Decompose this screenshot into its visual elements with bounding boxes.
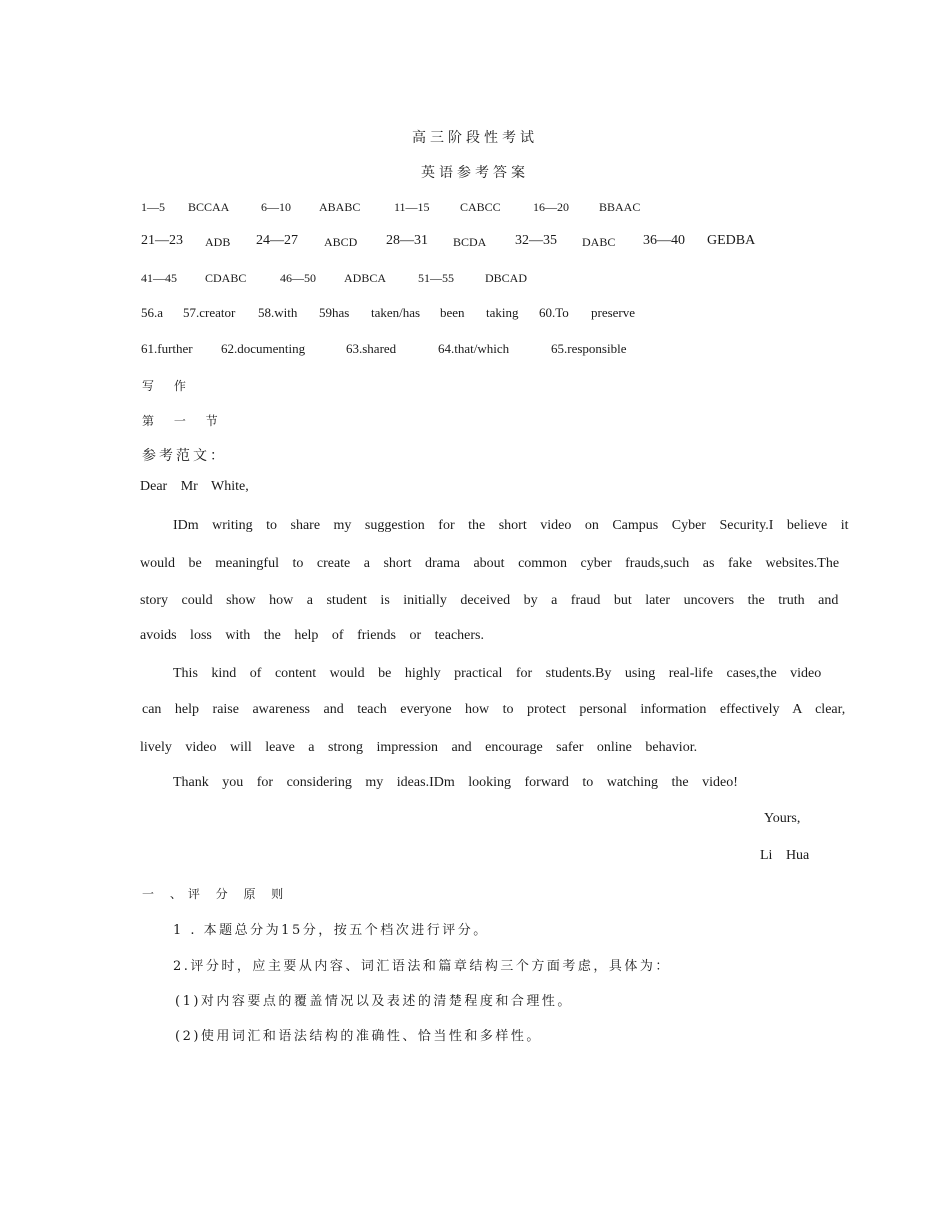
answer-range: 36—40 — [643, 233, 685, 248]
answer-value: ADB — [205, 235, 231, 249]
fill-answer: 64.that/which — [438, 341, 510, 356]
letter-paragraph-1-line-2: would be meaningful to create a short drama about common cyber frauds,such as fake websites.The — [140, 556, 840, 571]
answer-value: CABCC — [460, 200, 501, 214]
scoring-rules-heading: 一 、评 分 原 则 — [142, 887, 290, 901]
fill-answer: been — [440, 305, 465, 320]
fill-answer: taking — [486, 305, 519, 320]
answer-value: ABCD — [324, 235, 358, 249]
fill-answer: preserve — [591, 305, 636, 320]
fill-answer: 58.with — [258, 305, 298, 320]
fill-answer: taken/has — [371, 305, 421, 320]
letter-paragraph-1-line-1: IDm writing to share my suggestion for the short video on Campus Cyber Security.I believe it — [173, 518, 849, 533]
answer-value: BCCAA — [188, 200, 230, 214]
answer-range: 21—23 — [141, 233, 183, 248]
answer-range: 24—27 — [256, 233, 298, 248]
answer-value: ABABC — [319, 200, 361, 214]
document-title: 高三阶段性考试 — [412, 130, 538, 146]
answer-range: 11—15 — [394, 200, 430, 214]
answer-range: 28—31 — [386, 233, 428, 248]
writing-heading: 写 作 — [142, 379, 194, 393]
section-heading: 第 一 节 — [142, 414, 226, 428]
answer-range: 1—5 — [141, 200, 165, 214]
scoring-rule-2: 2.评分时，应主要从内容、词汇语法和篇章结构三个方面考虑，具体为： — [173, 959, 671, 974]
answer-value: BBAAC — [599, 200, 641, 214]
letter-closing: Yours, — [764, 811, 801, 826]
answer-range: 46—50 — [280, 271, 316, 285]
letter-paragraph-1-line-3: story could show how a student is initially deceived by a fraud but later uncovers the truth and — [140, 593, 839, 608]
letter-greeting: Dear Mr White, — [140, 479, 249, 494]
scoring-rule-1: 1 . 本题总分为15分，按五个档次进行评分。 — [173, 923, 489, 938]
answer-value: ADBCA — [344, 271, 387, 285]
letter-paragraph-2-line-1: This kind of content would be highly practical for students.By using real-life cases,the video — [173, 666, 822, 681]
scoring-rule-3: (1)对内容要点的覆盖情况以及表述的清楚程度和合理性。 — [175, 994, 573, 1009]
answer-value: DBCAD — [485, 271, 528, 285]
document-subtitle: 英语参考答案 — [421, 165, 529, 181]
sample-label: 参考范文： — [142, 448, 227, 464]
answer-range: 6—10 — [261, 200, 291, 214]
answer-range: 51—55 — [418, 271, 454, 285]
letter-paragraph-2-line-2: can help raise awareness and teach everyone how to protect personal information effectively A clear, — [142, 702, 846, 717]
answer-value: GEDBA — [707, 233, 756, 248]
answer-value: CDABC — [205, 271, 247, 285]
fill-answer: 63.shared — [346, 341, 397, 356]
fill-answer: 57.creator — [183, 305, 236, 320]
letter-paragraph-2-line-3: lively video will leave a strong impression and encourage safer online behavior. — [140, 740, 698, 755]
answer-range: 41—45 — [141, 271, 177, 285]
scoring-rule-4: (2)使用词汇和语法结构的准确性、恰当性和多样性。 — [175, 1029, 542, 1044]
fill-answer: 60.To — [539, 305, 569, 320]
fill-answer: 56.a — [141, 305, 164, 320]
letter-paragraph-1-line-4: avoids loss with the help of friends or teachers. — [140, 628, 484, 643]
answer-value: BCDA — [453, 235, 487, 249]
fill-answer: 62.documenting — [221, 341, 306, 356]
answer-range: 32—35 — [515, 233, 557, 248]
fill-answer: 65.responsible — [551, 341, 627, 356]
letter-signature: Li Hua — [760, 848, 810, 863]
fill-answer: 61.further — [141, 341, 193, 356]
answer-value: DABC — [582, 235, 616, 249]
letter-paragraph-3-line-1: Thank you for considering my ideas.IDm looking forward to watching the video! — [173, 775, 738, 790]
answer-range: 16—20 — [533, 200, 569, 214]
fill-answer: 59has — [319, 305, 350, 320]
